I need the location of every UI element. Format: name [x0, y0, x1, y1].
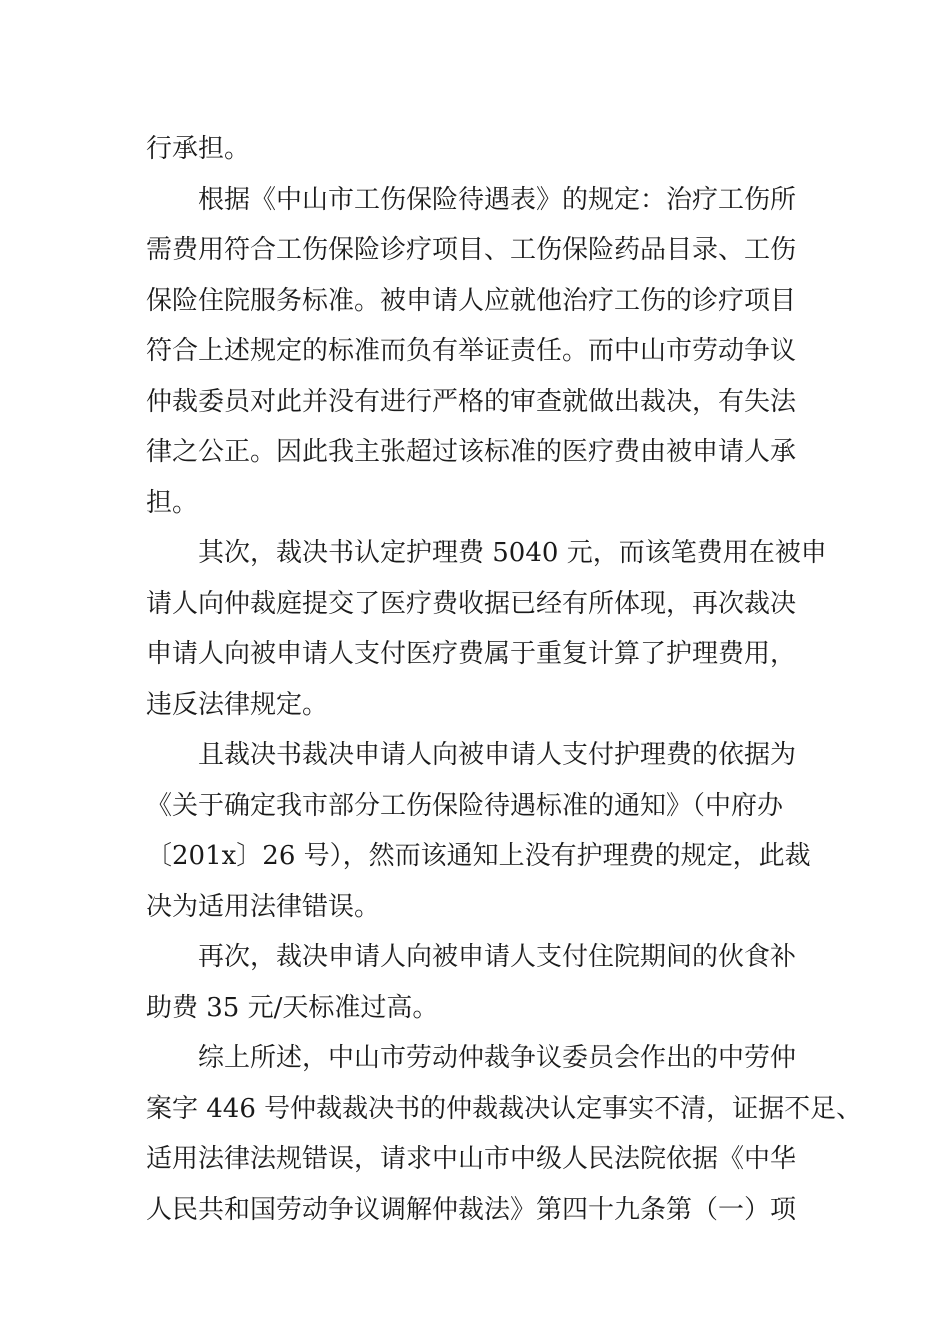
text-line: 适用法律法规错误，请求中山市中级人民法院依据《中华: [146, 1144, 797, 1174]
text-line: 请人向仲裁庭提交了医疗费收据已经有所体现，再次裁决: [146, 588, 797, 619]
text-line: 担。: [146, 487, 199, 518]
text-line: 行承担。: [146, 134, 251, 164]
text-line: 违反法律规定。: [146, 689, 329, 720]
paragraph-first-line: 再次，裁决申请人向被申请人支付住院期间的伙食补: [198, 942, 797, 972]
text-line: 〔201x〕26 号），然而该通知上没有护理费的规定，此裁: [146, 841, 811, 871]
text-line: 申请人向被申请人支付医疗费属于重复计算了护理费用，: [146, 639, 797, 669]
text-line: 保险住院服务标准。被申请人应就他治疗工伤的诊疗项目: [146, 285, 797, 316]
text-line: 仲裁委员对此并没有进行严格的审查就做出裁决，有失法: [146, 386, 797, 417]
text-line: 人民共和国劳动争议调解仲裁法》第四十九条第（一）项: [146, 1194, 797, 1225]
paragraph-first-line: 其次，裁决书认定护理费 5040 元，而该笔费用在被申: [198, 538, 827, 568]
document-body: [146, 124, 863, 1235]
text-line: 需费用符合工伤保险诊疗项目、工伤保险药品目录、工伤: [146, 235, 797, 265]
paragraph-first-line: 综上所述，中山市劳动仲裁争议委员会作出的中劳仲: [198, 1043, 797, 1073]
text-line: 助费 35 元/天标准过高。: [146, 992, 439, 1023]
text-line: 《关于确定我市部分工伤保险待遇标准的通知》（中府办: [146, 790, 784, 821]
text-line: 案字 446 号仲裁裁决书的仲裁裁决认定事实不清，证据不足、: [146, 1093, 863, 1124]
text-line: 律之公正。因此我主张超过该标准的医疗费由被申请人承: [146, 437, 797, 467]
paragraph-first-line: 且裁决书裁决申请人向被申请人支付护理费的依据为: [198, 740, 797, 770]
text-line: 决为适用法律错误。: [146, 891, 381, 922]
paragraph-first-line: 根据《中山市工伤保险待遇表》的规定：治疗工伤所: [198, 184, 797, 215]
text-line: 符合上述规定的标准而负有举证责任。而中山市劳动争议: [146, 336, 797, 366]
